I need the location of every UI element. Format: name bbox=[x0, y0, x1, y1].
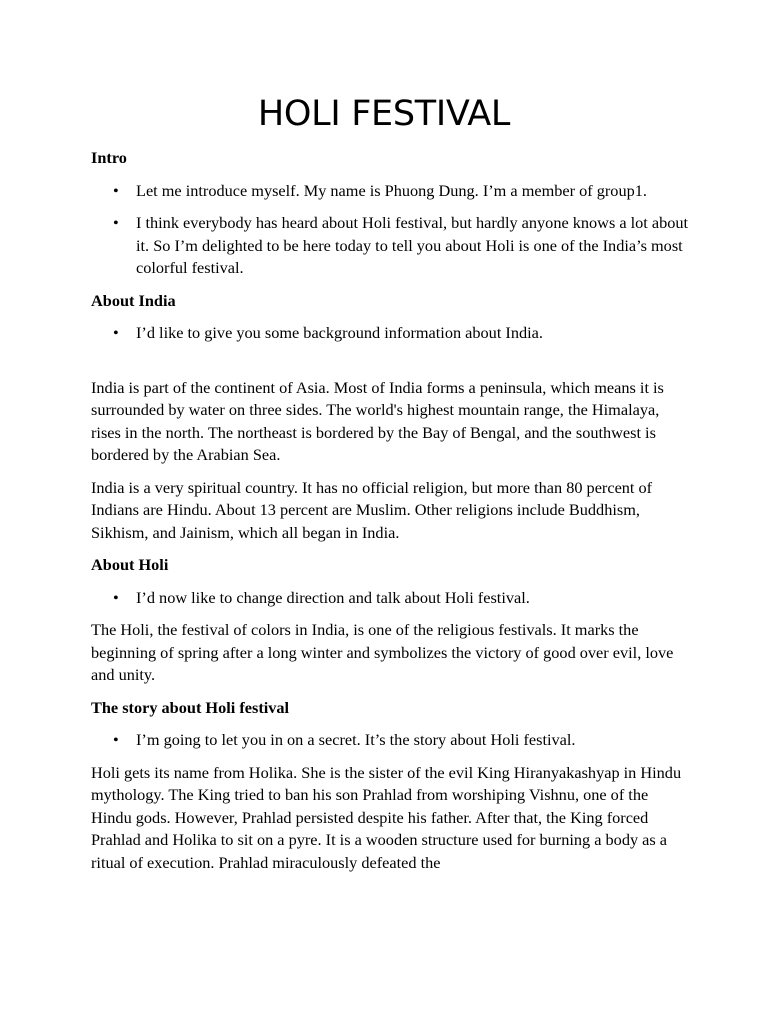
story-bullet-list bbox=[91, 729, 691, 752]
list-item: • I’m going to let you in on a secret. It’s the story about Holi festival. bbox=[136, 729, 691, 752]
about-india-bullet-list bbox=[91, 322, 691, 345]
paragraph: Holi gets its name from Holika. She is the sister of the evil King Hiranyakashyap in Hindu mythology. The King tried to ban his son Prahlad from worshiping Vishnu, one of the Hindu gods. However, Prahlad persisted despite his father. After that, the King forced Prahlad and Holika to sit on a pyre. It is a wooden structure used for burning a body as a ritual of execution. Prahlad miraculously defeated the bbox=[91, 762, 682, 872]
section-heading-story: The story about Holi festival bbox=[91, 697, 290, 717]
document-title: HOLI FESTIVAL bbox=[257, 94, 511, 134]
paragraph: India is part of the continent of Asia. Most of India forms a peninsula, which means it is surrounded by water on three sides. The world's highest mountain range, the Himalaya, rises in the north. The northeast is bordered by the Bay of Bengal, and the southwest is bordered by the Arabian Sea. bbox=[91, 377, 664, 464]
section-heading-about-india: About India bbox=[91, 290, 176, 310]
list-item: • I’d like to give you some background information about India. bbox=[136, 322, 691, 345]
intro-bullet-list bbox=[91, 180, 691, 280]
list-item: • Let me introduce myself. My name is Phuong Dung. I’m a member of group1. bbox=[136, 180, 691, 203]
paragraph: India is a very spiritual country. It has no official religion, but more than 80 percent of Indians are Hindu. About 13 percent are Muslim. Other religions include Buddhism, Sikhism, and Jainism, which all began in India. bbox=[91, 477, 653, 542]
paragraph: The Holi, the festival of colors in India, is one of the religious festivals. It marks the beginning of spring after a long winter and symbolizes the victory of good over evil, love and unity. bbox=[91, 620, 674, 684]
list-item: • I’d now like to change direction and talk about Holi festival. bbox=[136, 587, 691, 610]
about-holi-bullet-list bbox=[91, 587, 691, 610]
section-heading-about-holi: About Holi bbox=[91, 555, 169, 574]
section-heading-intro: Intro bbox=[91, 148, 127, 167]
document-body bbox=[91, 147, 691, 884]
empty-line bbox=[91, 355, 691, 377]
list-item: • I think everybody has heard about Holi festival, but hardly anyone knows a lot about it. So I’m delighted to be here today to tell you about Holi is one of the India’s most colorful festival. bbox=[136, 212, 691, 280]
